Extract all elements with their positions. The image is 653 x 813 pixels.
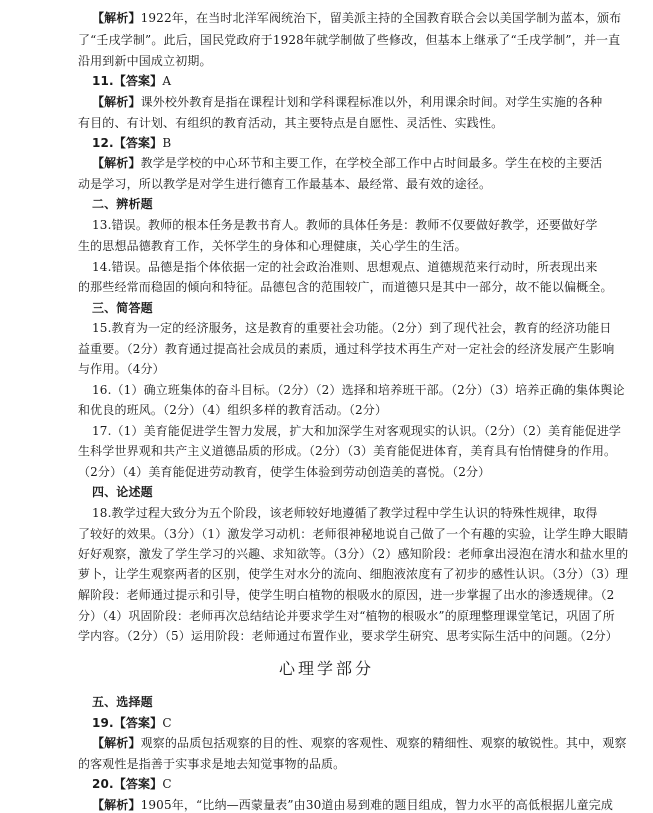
text-line: 生科学世界观和共产主义道德品质的形成。（2分）（3）美育能促进体育，美育具有怡情健身的作用。	[78, 444, 617, 458]
answer-label: 11.【答案】A	[92, 74, 172, 88]
marker-label: 【解析】	[92, 798, 141, 812]
text-line: 了“壬戌学制”。此后，国民党政府于1928年就学制做了些修改，但基本上继承了“壬戌学制”，并一直	[78, 33, 621, 47]
text-line: 生的思想品德教育工作，关怀学生的身体和心理健康，关心学生的生活。	[78, 239, 467, 253]
text-line: 15.教育为一定的经济服务，这是教育的重要社会功能。（2分）到了现代社会，教育的经济功能日	[92, 321, 612, 335]
text-line: 分）（4）巩固阶段：老师再次总结结论并要求学生对“植物的根吸水”的原理整理课堂笔记，巩固了所	[78, 609, 615, 623]
text-line: 的那些经常而稳固的倾向和特征。品德包含的范围较广，而道德只是其中一部分，故不能以偏概全。	[78, 280, 613, 294]
answer-label: 20.【答案】C	[92, 777, 172, 791]
answer-label: 12.【答案】B	[92, 136, 172, 150]
text-line: （2分）（4）美育能促进劳动教育，使学生体验到劳动创造美的喜悦。（2分）	[78, 465, 491, 479]
marker-label: 11.【答案】	[92, 74, 163, 88]
text-line: 【解析】观察的品质包括观察的目的性、观察的客观性、观察的精细性、观察的敏锐性。其中，观察	[92, 736, 627, 750]
text-line: 14.错误。品德是指个体依据一定的社会政治准则、思想观点、道德规范来行动时，所表现出来	[92, 260, 598, 274]
marker-label: 【解析】	[92, 736, 141, 750]
marker-label: 20.【答案】	[92, 777, 163, 791]
marker-label: 【解析】	[92, 156, 141, 170]
section-heading: 三、简答题	[92, 301, 153, 315]
text-line: 了较好的效果。（3分）（1）激发学习动机：老师很神秘地说自己做了一个有趣的实验，让学生睁大眼睛	[78, 527, 629, 541]
text-line: 有目的、有计划、有组织的教育活动，其主要特点是自愿性、灵活性、实践性。	[78, 116, 504, 130]
text-line: 动是学习，所以教学是对学生进行德育工作最基本、最经常、最有效的途径。	[78, 177, 492, 191]
text-line: 与作用。（4分）	[78, 362, 165, 376]
text-line: 的客观性是指善于实事求是地去知觉事物的品质。	[78, 757, 346, 771]
text-line: 13.错误。教师的根本任务是教书育人。教师的具体任务是：教师不仅要做好教学，还要做好学	[92, 218, 598, 232]
section-heading: 四、论述题	[92, 485, 153, 499]
text-line: 萝卜，让学生观察两者的区别，使学生对水分的流向、细胞液浓度有了初步的感性认识。（3分）（3）理	[78, 567, 629, 581]
section-heading: 五、选择题	[92, 695, 153, 709]
section-heading: 二、辨析题	[92, 197, 153, 211]
text-line: 学内容。（2分）（5）运用阶段：老师通过布置作业，要求学生研究、思考实际生活中的问题。（2分）	[78, 629, 618, 643]
text-line: 沿用到新中国成立初期。	[78, 54, 212, 68]
text-line: 好好观察，激发了学生学习的兴趣、求知欲等。（3分）（2）感知阶段：老师拿出浸泡在清水和盐水里的	[78, 547, 629, 561]
answer-label: 19.【答案】C	[92, 716, 172, 730]
part-title: 心理学部分	[278, 659, 374, 678]
text-line: 【解析】课外校外教育是指在课程计划和学科课程标准以外，利用课余时间。对学生实施的各种	[92, 95, 603, 109]
text-line: 17.（1）美育能促进学生智力发展，扩大和加深学生对客观现实的认识。（2分）（2）美育能促进学	[92, 424, 622, 438]
text-line: 益重要。（2分）教育通过提高社会成员的素质，通过科学技术再生产对一定社会的经济发展产生影响	[78, 342, 615, 356]
text-line: 【解析】教学是学校的中心环节和主要工作，在学校全部工作中占时间最多。学生在校的主要活	[92, 156, 603, 170]
marker-label: 12.【答案】	[92, 136, 163, 150]
text-line: 和优良的班风。（2分）（4）组织多样的教育活动。（2分）	[78, 403, 388, 417]
marker-label: 19.【答案】	[92, 716, 163, 730]
text-line: 解阶段：老师通过提示和引导，使学生明白植物的根吸水的原因，进一步掌握了出水的渗透规律。（2	[78, 588, 615, 602]
marker-label: 【解析】	[92, 11, 141, 25]
text-line: 16.（1）确立班集体的奋斗目标。（2分）（2）选择和培养班干部。（2分）（3）培养正确的集体舆论	[92, 383, 625, 397]
text-line: 【解析】1922年，在当时北洋军阀统治下，留美派主持的全国教育联合会以美国学制为蓝本，颁布	[92, 11, 622, 25]
text-line: 18.教学过程大致分为五个阶段，该老师较好地遵循了教学过程中学生认识的特殊性规律，取得	[92, 506, 598, 520]
marker-label: 【解析】	[92, 95, 141, 109]
text-line: 【解析】1905年，“比纳—西蒙量表”由30道由易到难的题目组成，智力水平的高低根据儿童完成	[92, 798, 613, 812]
